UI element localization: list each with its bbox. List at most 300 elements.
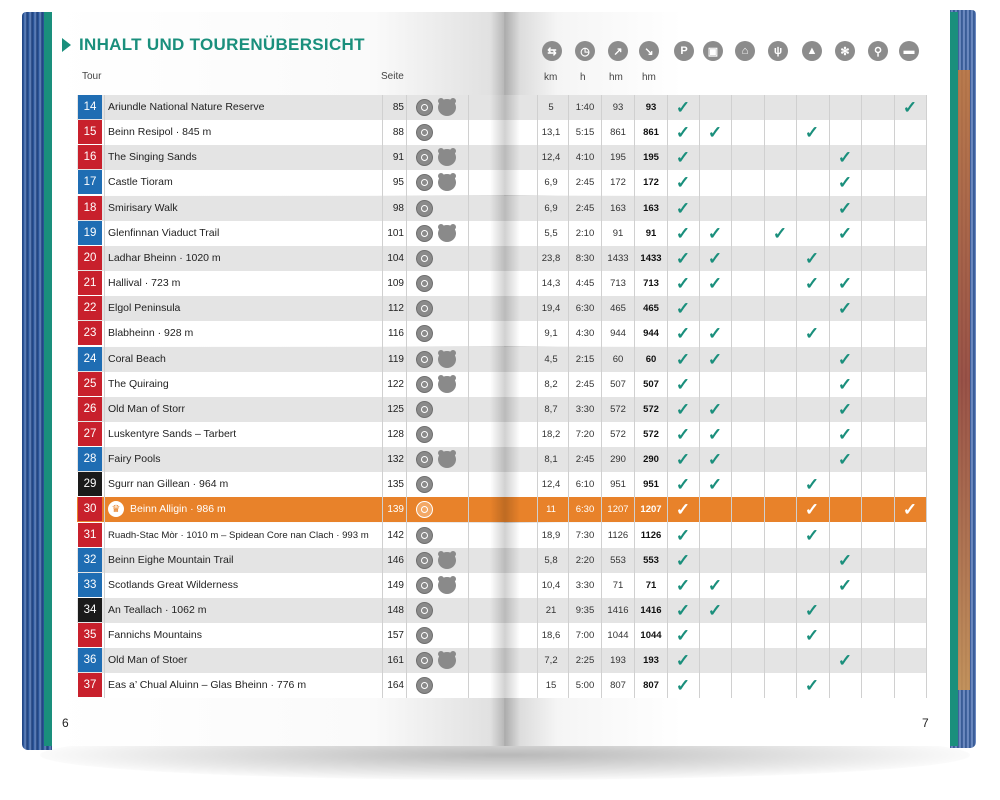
tour-name: Hallival · 723 m: [108, 277, 181, 289]
tour-name: Blabheinn · 928 m: [108, 327, 194, 339]
value-km: 5: [548, 102, 554, 113]
page-ref: 116: [388, 328, 404, 339]
grid-line: [731, 95, 732, 698]
page-ref: 95: [392, 177, 404, 188]
value-km: 23,8: [541, 253, 561, 264]
value-hm-up: 193: [610, 655, 626, 666]
tour-name: Elgol Peninsula: [108, 302, 181, 314]
loop-route-icon: [416, 174, 433, 191]
linear-route-icon: [416, 376, 433, 393]
check-icon: ✓: [675, 148, 691, 167]
value-km: 10,4: [541, 580, 561, 591]
tour-number: 21: [78, 271, 102, 295]
check-icon: ✓: [675, 626, 691, 645]
value-hm-up: 91: [612, 228, 624, 239]
check-icon: ✓: [837, 299, 853, 318]
tour-number: 20: [78, 246, 102, 270]
page-ref: 157: [387, 630, 404, 641]
value-hm-down: 172: [643, 177, 659, 188]
value-km: 5,5: [544, 228, 558, 239]
check-icon: ✓: [707, 274, 723, 293]
check-icon: ✓: [804, 475, 820, 494]
value-hm-down: 1207: [640, 504, 662, 515]
value-km: 14,3: [541, 278, 561, 289]
check-icon: ✓: [804, 526, 820, 545]
check-icon: ✓: [837, 450, 853, 469]
tour-number: 16: [78, 145, 102, 169]
check-icon: ✓: [675, 274, 691, 293]
check-icon: ✓: [837, 425, 853, 444]
page-title-text: INHALT UND TOURENÜBERSICHT: [79, 35, 365, 54]
tour-number: 31: [78, 523, 102, 547]
page-ref: 112: [388, 303, 404, 314]
tour-name: Ariundle National Nature Reserve: [108, 101, 265, 113]
check-icon: ✓: [675, 551, 691, 570]
page-ref: 128: [387, 429, 404, 440]
value-km: 18,6: [541, 630, 561, 641]
restaurant-icon: ψ: [768, 41, 788, 61]
check-icon: ✓: [675, 400, 691, 419]
tour-name: Ladhar Bheinn · 1020 m: [108, 252, 221, 264]
value-km: 8,2: [544, 379, 558, 390]
check-icon: ✓: [675, 526, 691, 545]
value-hm-down: 1433: [640, 253, 662, 264]
winter-icon: ✻: [835, 41, 855, 61]
value-hm-up: 807: [610, 680, 626, 691]
page-ref: 88: [392, 127, 404, 138]
loop-route-icon: [416, 149, 433, 166]
value-hm-up: 1416: [607, 605, 629, 616]
check-icon: ✓: [707, 350, 723, 369]
check-icon: ✓: [804, 274, 820, 293]
check-icon: ✓: [837, 224, 853, 243]
tour-name: Coral Beach: [108, 353, 166, 365]
value-hm-up: 1044: [607, 630, 629, 641]
check-icon: ✓: [675, 450, 691, 469]
grid-line: [894, 95, 895, 698]
check-icon: ✓: [675, 676, 691, 695]
grid-line: [537, 95, 538, 698]
tour-number: 19: [78, 221, 102, 245]
value-h: 6:30: [575, 504, 595, 515]
header-km: km: [544, 72, 558, 83]
kid-friendly-icon: [438, 149, 456, 166]
parking-icon: P: [674, 41, 694, 61]
value-hm-up: 572: [610, 429, 626, 440]
crown-icon: ♛: [108, 501, 124, 517]
value-hm-down: 71: [645, 580, 657, 591]
tour-name: Scotlands Great Wilderness: [108, 579, 239, 591]
check-icon: ✓: [837, 173, 853, 192]
page-title: [62, 35, 365, 55]
value-hm-down: 193: [643, 655, 659, 666]
value-hm-down: 290: [643, 454, 659, 465]
check-icon: ✓: [804, 123, 820, 142]
check-icon: ✓: [675, 601, 691, 620]
tour-name: Beinn Alligin · 986 m: [130, 503, 226, 515]
check-icon: ✓: [675, 425, 691, 444]
value-h: 6:30: [575, 303, 595, 314]
value-hm-down: 1126: [640, 530, 662, 541]
loop-route-icon: [416, 577, 433, 594]
loop-route-icon: [416, 225, 433, 242]
value-hm-up: 60: [612, 354, 624, 365]
value-hm-down: 572: [643, 404, 659, 415]
kid-friendly-icon: [438, 376, 456, 393]
value-h: 3:30: [575, 580, 595, 591]
tour-name: Beinn Resipol · 845 m: [108, 126, 212, 138]
check-icon: ✓: [675, 249, 691, 268]
value-h: 2:45: [575, 379, 595, 390]
value-km: 18,9: [541, 530, 561, 541]
page-ref: 109: [387, 278, 404, 289]
loop-route-icon: [416, 325, 433, 342]
check-icon: ✓: [707, 123, 723, 142]
header-hm-down: hm: [642, 72, 656, 83]
value-km: 19,4: [541, 303, 561, 314]
value-hm-up: 951: [610, 479, 626, 490]
grid-line: [468, 95, 469, 698]
check-icon: ✓: [837, 651, 853, 670]
tour-name: Fairy Pools: [108, 453, 161, 465]
tour-number: 37: [78, 673, 102, 697]
check-icon: ✓: [675, 350, 691, 369]
page-ref: 164: [387, 680, 404, 691]
value-hm-down: 861: [643, 127, 659, 138]
page-number-left: 6: [62, 716, 69, 730]
check-icon: ✓: [675, 375, 691, 394]
summit-icon: ▲: [802, 41, 822, 61]
tour-name: The Singing Sands: [108, 151, 197, 163]
header-tour: Tour: [82, 71, 102, 82]
check-icon: ✓: [675, 98, 691, 117]
tour-number: 34: [78, 598, 102, 622]
check-icon: ✓: [837, 551, 853, 570]
value-km: 21: [545, 605, 557, 616]
grid-line: [861, 95, 862, 698]
value-h: 4:10: [575, 152, 595, 163]
loop-route-icon: [416, 275, 433, 292]
tour-number: 22: [78, 296, 102, 320]
value-hm-up: 553: [610, 555, 626, 566]
linear-route-icon: [416, 124, 433, 141]
check-icon: ✓: [837, 274, 853, 293]
check-icon: ✓: [804, 676, 820, 695]
kid-friendly-icon: [438, 99, 456, 116]
value-km: 8,7: [544, 404, 558, 415]
loop-route-icon: [416, 627, 433, 644]
value-hm-up: 1207: [607, 504, 629, 515]
kid-friendly-icon: [438, 652, 456, 669]
value-hm-down: 507: [643, 379, 659, 390]
loop-route-icon: [416, 501, 433, 518]
value-hm-up: 1126: [607, 530, 629, 541]
grid-line: [568, 95, 569, 698]
value-h: 2:45: [575, 177, 595, 188]
value-km: 12,4: [541, 479, 561, 490]
grid-line: [634, 95, 635, 698]
value-h: 5:00: [575, 680, 595, 691]
grid-line: [382, 95, 383, 698]
tour-name: Ruadh-Stac Mòr · 1010 m – Spidean Core nan Clach · 993 m: [108, 530, 369, 541]
check-icon: ✓: [675, 324, 691, 343]
grid-line: [926, 95, 927, 698]
tour-name: Sgurr nan Gillean · 964 m: [108, 478, 229, 490]
value-hm-up: 195: [610, 152, 626, 163]
check-icon: ✓: [675, 500, 691, 519]
value-hm-down: 93: [645, 102, 657, 113]
grid-line: [829, 95, 830, 698]
loop-route-icon: [416, 401, 433, 418]
tour-name: Old Man of Stoer: [108, 654, 188, 666]
value-h: 2:15: [575, 354, 595, 365]
page-ref: 161: [387, 655, 404, 666]
value-hm-down: 60: [645, 354, 657, 365]
grid-line: [406, 95, 407, 698]
bus-icon: ▣: [703, 41, 723, 61]
value-h: 2:45: [575, 454, 595, 465]
check-icon: ✓: [837, 400, 853, 419]
check-icon: ✓: [804, 324, 820, 343]
value-km: 6,9: [544, 177, 558, 188]
page-ref: 101: [387, 228, 404, 239]
value-hm-down: 944: [643, 328, 659, 339]
chevron-right-icon: [62, 38, 71, 52]
tour-name: Castle Tioram: [108, 176, 173, 188]
tour-number: 28: [78, 447, 102, 471]
value-hm-down: 1044: [640, 630, 662, 641]
check-icon: ✓: [675, 576, 691, 595]
value-hm-up: 861: [610, 127, 626, 138]
check-icon: ✓: [837, 199, 853, 218]
value-km: 7,2: [544, 655, 558, 666]
tour-number: 24: [78, 347, 102, 371]
page-ref: 139: [387, 504, 404, 515]
value-km: 6,9: [544, 203, 558, 214]
grid-line: [796, 95, 797, 698]
kid-friendly-icon: [438, 225, 456, 242]
tour-number: 18: [78, 196, 102, 220]
value-h: 3:30: [575, 404, 595, 415]
tour-number: 14: [78, 95, 102, 119]
header-h: h: [580, 72, 586, 83]
check-icon: ✓: [707, 324, 723, 343]
loop-route-icon: [416, 250, 433, 267]
check-icon: ✓: [675, 299, 691, 318]
bike-icon: ⚲: [868, 41, 888, 61]
value-hm-up: 93: [612, 102, 624, 113]
page-ref: 119: [388, 354, 404, 365]
value-hm-up: 172: [610, 177, 626, 188]
tour-number: 36: [78, 648, 102, 672]
check-icon: ✓: [804, 601, 820, 620]
grid-line: [601, 95, 602, 698]
tour-number: 29: [78, 472, 102, 496]
tour-name: Luskentyre Sands – Tarbert: [108, 428, 237, 440]
value-h: 4:30: [575, 328, 595, 339]
page-ref: 91: [392, 152, 404, 163]
check-icon: ✓: [772, 224, 788, 243]
value-hm-down: 572: [643, 429, 659, 440]
loop-route-icon: [416, 99, 433, 116]
check-icon: ✓: [707, 601, 723, 620]
tour-number: 32: [78, 548, 102, 572]
value-h: 9:35: [575, 605, 595, 616]
check-icon: ✓: [707, 224, 723, 243]
loop-route-icon: [416, 300, 433, 317]
check-icon: ✓: [837, 148, 853, 167]
loop-route-icon: [416, 451, 433, 468]
value-hm-up: 944: [610, 328, 626, 339]
value-km: 5,8: [544, 555, 558, 566]
tour-number: 23: [78, 321, 102, 345]
value-km: 12,4: [541, 152, 561, 163]
check-icon: ✓: [707, 400, 723, 419]
value-hm-up: 713: [610, 278, 626, 289]
header-hm-up: hm: [609, 72, 623, 83]
value-h: 4:45: [575, 278, 595, 289]
value-hm-up: 465: [610, 303, 626, 314]
grid-line: [699, 95, 700, 698]
tour-number: 25: [78, 372, 102, 396]
tour-number: 35: [78, 623, 102, 647]
value-km: 18,2: [541, 429, 561, 440]
value-hm-down: 465: [643, 303, 659, 314]
tour-number: 15: [78, 120, 102, 144]
value-hm-up: 507: [610, 379, 626, 390]
header-seite: Seite: [381, 71, 404, 82]
value-hm-up: 163: [610, 203, 626, 214]
kid-friendly-icon: [438, 351, 456, 368]
ascent-icon: ↗: [608, 41, 628, 61]
value-h: 5:15: [575, 127, 595, 138]
check-icon: ✓: [804, 249, 820, 268]
check-icon: ✓: [675, 475, 691, 494]
signpost-icon: ⇆: [542, 41, 562, 61]
value-hm-down: 91: [645, 228, 657, 239]
check-icon: ✓: [707, 425, 723, 444]
linear-route-icon: [416, 476, 433, 493]
grid-line: [667, 95, 668, 698]
loop-route-icon: [416, 527, 433, 544]
check-icon: ✓: [837, 350, 853, 369]
kid-friendly-icon: [438, 577, 456, 594]
check-icon: ✓: [902, 500, 918, 519]
value-hm-down: 807: [643, 680, 659, 691]
kid-friendly-icon: [438, 451, 456, 468]
value-hm-up: 572: [610, 404, 626, 415]
page-ref: 146: [387, 555, 404, 566]
value-h: 6:10: [575, 479, 595, 490]
tour-number: 26: [78, 397, 102, 421]
grid-line: [104, 95, 105, 698]
value-h: 2:45: [575, 203, 595, 214]
linear-route-icon: [416, 351, 433, 368]
check-icon: ✓: [804, 626, 820, 645]
loop-route-icon: [416, 602, 433, 619]
tour-name: Beinn Eighe Mountain Trail: [108, 554, 234, 566]
value-h: 8:30: [575, 253, 595, 264]
check-icon: ✓: [837, 576, 853, 595]
kid-friendly-icon: [438, 552, 456, 569]
check-icon: ✓: [707, 450, 723, 469]
tour-name: An Teallach · 1062 m: [108, 604, 207, 616]
check-icon: ✓: [837, 375, 853, 394]
tour-name: Old Man of Storr: [108, 403, 186, 415]
check-icon: ✓: [804, 500, 820, 519]
page-ref: 132: [387, 454, 404, 465]
page-ref: 148: [387, 605, 404, 616]
check-icon: ✓: [707, 249, 723, 268]
value-h: 2:25: [575, 655, 595, 666]
value-h: 2:20: [575, 555, 595, 566]
check-icon: ✓: [675, 651, 691, 670]
loop-route-icon: [416, 677, 433, 694]
descent-icon: ↘: [639, 41, 659, 61]
page-ref: 142: [387, 530, 404, 541]
value-km: 11: [546, 504, 556, 515]
tour-name: Eas a’ Chual Aluinn – Glas Bheinn · 776 m: [108, 679, 307, 691]
value-km: 4,5: [544, 354, 558, 365]
value-h: 1:40: [575, 102, 595, 113]
value-h: 2:10: [575, 228, 595, 239]
value-km: 8,1: [544, 454, 558, 465]
page-ref: 85: [392, 102, 404, 113]
value-hm-up: 290: [610, 454, 626, 465]
tour-number: 30: [78, 497, 102, 521]
value-km: 15: [545, 680, 557, 691]
value-hm-down: 195: [643, 152, 659, 163]
loop-route-icon: [416, 652, 433, 669]
check-icon: ✓: [675, 123, 691, 142]
value-km: 13,1: [541, 127, 561, 138]
value-hm-down: 1416: [640, 605, 662, 616]
page-ref: 122: [387, 379, 404, 390]
book-gutter: [490, 12, 520, 746]
page-number-right: 7: [922, 716, 929, 730]
page-ref: 98: [392, 203, 404, 214]
tour-name: Smirisary Walk: [108, 202, 178, 214]
value-h: 7:30: [575, 530, 595, 541]
grid-line: [764, 95, 765, 698]
check-icon: ✓: [707, 576, 723, 595]
kid-friendly-icon: [438, 174, 456, 191]
loop-route-icon: [416, 200, 433, 217]
tour-name: Glenfinnan Viaduct Trail: [108, 227, 220, 239]
page-ref: 135: [387, 479, 404, 490]
page-ref: 149: [387, 580, 404, 591]
value-hm-up: 1433: [607, 253, 629, 264]
clock-icon: ◷: [575, 41, 595, 61]
check-icon: ✓: [902, 98, 918, 117]
tour-number: 33: [78, 573, 102, 597]
tour-number: 17: [78, 170, 102, 194]
page-ref: 125: [387, 404, 404, 415]
cable-car-icon: ⌂: [735, 41, 755, 61]
check-icon: ✓: [707, 475, 723, 494]
tour-name: Fannichs Mountains: [108, 629, 202, 641]
tour-number: 27: [78, 422, 102, 446]
check-icon: ✓: [675, 199, 691, 218]
loop-route-icon: [416, 552, 433, 569]
tour-name: The Quiraing: [108, 378, 169, 390]
bed-icon: ▬: [899, 41, 919, 61]
value-hm-down: 951: [643, 479, 659, 490]
check-icon: ✓: [675, 224, 691, 243]
linear-route-icon: [416, 426, 433, 443]
value-km: 9,1: [544, 328, 558, 339]
value-h: 7:00: [575, 630, 595, 641]
